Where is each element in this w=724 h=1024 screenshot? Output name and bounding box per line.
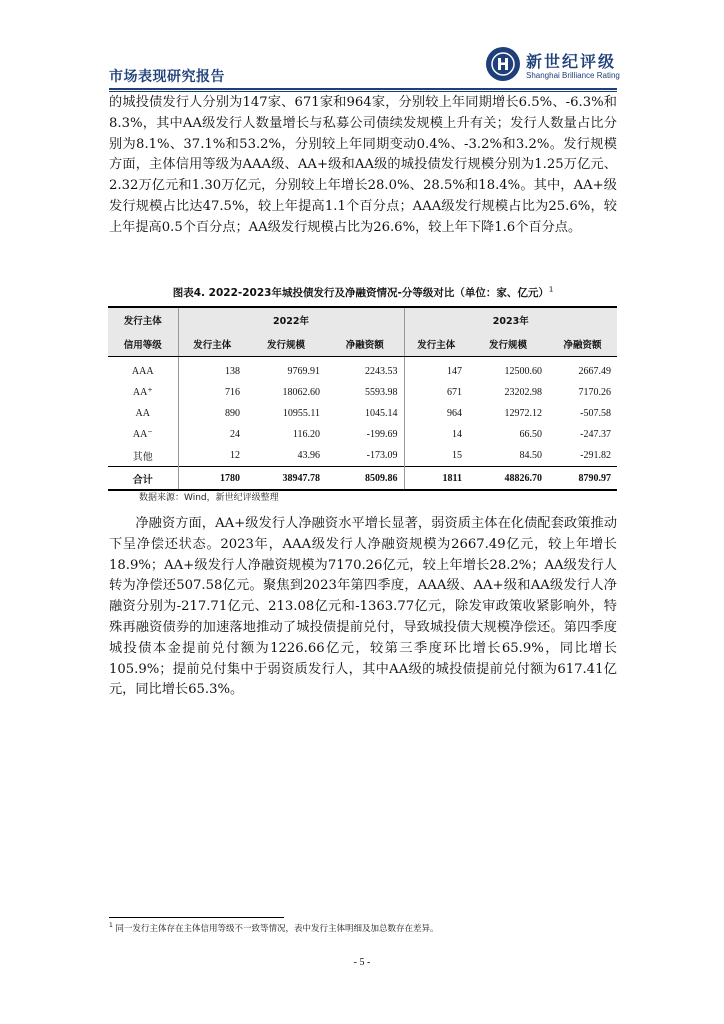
cell: 18062.60 <box>282 387 320 398</box>
table-row <box>108 445 617 467</box>
header-year-2022: 2022年 <box>178 307 404 332</box>
header-netfinancing-2022: 净融资额 <box>326 332 404 357</box>
table-header-row-fields <box>108 332 617 357</box>
table-row <box>108 403 617 424</box>
table-caption <box>109 285 617 300</box>
cell: 10955.11 <box>282 408 320 419</box>
row-rating: AAA <box>108 357 178 383</box>
cell: 12972.12 <box>504 408 542 419</box>
cell: 138 <box>225 366 240 377</box>
header-issuers-2023: 发行主体 <box>404 332 468 357</box>
cell: 671 <box>447 387 462 398</box>
cell: 38947.78 <box>246 467 326 491</box>
cell: 8509.86 <box>326 467 404 491</box>
cell: 147 <box>447 366 462 377</box>
total-label: 合计 <box>108 467 178 491</box>
cell: 14 <box>452 429 462 440</box>
table-row <box>108 424 617 445</box>
cell: 1045.14 <box>326 403 404 424</box>
footnote-text: 同一发行主体存在主体信用等级不一致等情况，表中发行主体明细及加总数存在差异。 <box>115 924 439 934</box>
header-divider-thin <box>109 91 617 92</box>
report-section-title: 市场表现研究报告 <box>109 69 225 85</box>
cell: 1780 <box>178 467 246 491</box>
logo-subtitle: Shanghai Brilliance Rating <box>526 71 620 80</box>
page-number: - 5 - <box>353 957 371 968</box>
cell: 66.50 <box>519 429 542 440</box>
header-issuer-line1: 发行主体 <box>108 307 178 332</box>
cell: 24 <box>230 429 240 440</box>
body-paragraph-1: 的城投债发行人分别为147家、671家和964家，分别较上年同期增长6.5%、-6.3%和8.3%，其中AA级发行人数量增长与私募公司债续发规模上升有关；发行人数量占比分别为8.1%、37.1%和53.2%，分别较上年同期变动0.4%、-3.2%和3.2%。发行规模方面，主体信用等级为AAA级、AA+级和AA级的城投债发行规模分别为1.25万亿元、2.32万亿元和1.30万亿元，分别较上年增长28.0%、28.5%和18.4%。其中，AA+级发行规模占比达47.5%，较上年提高1.1个百分点；AAA级发行规模占比为25.6%，较上年提高0.5个百分点；AA级发行规模占比为26.6%，较上年下降1.6个百分点。 <box>109 95 617 235</box>
header-netfinancing-2023: 净融资额 <box>548 332 617 357</box>
cell: 12 <box>230 450 240 461</box>
table-total-row <box>108 467 617 491</box>
table-row <box>108 357 617 383</box>
header-year-2023: 2023年 <box>404 307 617 332</box>
table-header-row-years <box>108 307 617 332</box>
logo-name: 新世纪评级 <box>526 52 617 71</box>
company-logo <box>486 47 636 87</box>
cell: -199.69 <box>326 424 404 445</box>
cell: 15 <box>452 450 462 461</box>
cell: 8790.97 <box>548 467 617 491</box>
header-issuance-2022: 发行规模 <box>246 332 326 357</box>
cell: 48826.70 <box>468 467 548 491</box>
cell: 9769.91 <box>287 366 320 377</box>
cell: -507.58 <box>580 408 611 419</box>
cell: -291.82 <box>580 450 611 461</box>
cell: 1811 <box>404 467 468 491</box>
cell: -173.09 <box>326 445 404 467</box>
header-issuers-2022: 发行主体 <box>178 332 246 357</box>
row-rating: AA⁻ <box>108 424 178 445</box>
cell: 12500.60 <box>504 366 542 377</box>
row-rating: AA <box>108 403 178 424</box>
row-rating: AA⁺ <box>108 382 178 403</box>
header-issuance-2023: 发行规模 <box>468 332 548 357</box>
cell: -247.37 <box>580 429 611 440</box>
table-row <box>108 382 617 403</box>
cell: 5593.98 <box>326 382 404 403</box>
footnote-marker: 1 <box>109 922 113 930</box>
logo-emblem-icon <box>486 47 520 81</box>
cell: 890 <box>225 408 240 419</box>
header-rating-line2: 信用等级 <box>108 332 178 357</box>
table-caption-text: 图表4. 2022-2023年城投债发行及净融资情况-分等级对比（单位：家、亿元） <box>172 287 549 299</box>
cell: 116.20 <box>292 429 320 440</box>
footnote-divider <box>109 917 284 918</box>
cell: 84.50 <box>519 450 542 461</box>
cell: 7170.26 <box>578 387 611 398</box>
row-rating: 其他 <box>108 445 178 467</box>
cell: 716 <box>225 387 240 398</box>
rating-comparison-table <box>108 306 617 491</box>
cell: 43.96 <box>297 450 320 461</box>
body-paragraph-2: 净融资方面，AA+级发行人净融资水平增长显著，弱资质主体在化债配套政策推动下呈净偿还状态。2023年，AAA级发行人净融资规模为2667.49亿元，较上年增长18.9%；AA+级发行人净融资规模为7170.26亿元，较上年增长28.2%；AA级发行人转为净偿还507.58亿元。聚焦到2023年第四季度，AAA级、AA+级和AA级发行人净融资分别为-217.71亿元、213.08亿元和-1363.77亿元，除发审政策收紧影响外，特殊再融资债券的加速落地推动了城投债提前兑付，导致城投债大规模净偿还。第四季度城投债本金提前兑付额为1226.66亿元，较第三季度环比增长65.9%，同比增长105.9%；提前兑付集中于弱资质发行人，其中AA级的城投债提前兑付额为617.41亿元，同比增长65.3%。 <box>109 516 617 698</box>
cell: 2667.49 <box>578 366 611 377</box>
footnote <box>109 922 439 934</box>
cell: 2243.53 <box>326 357 404 383</box>
cell: 23202.98 <box>504 387 542 398</box>
table-source-note: 数据来源：Wind，新世纪评级整理 <box>139 493 279 503</box>
cell: 964 <box>447 408 462 419</box>
header-divider <box>109 88 617 90</box>
table-caption-footnote-marker: 1 <box>548 285 554 294</box>
